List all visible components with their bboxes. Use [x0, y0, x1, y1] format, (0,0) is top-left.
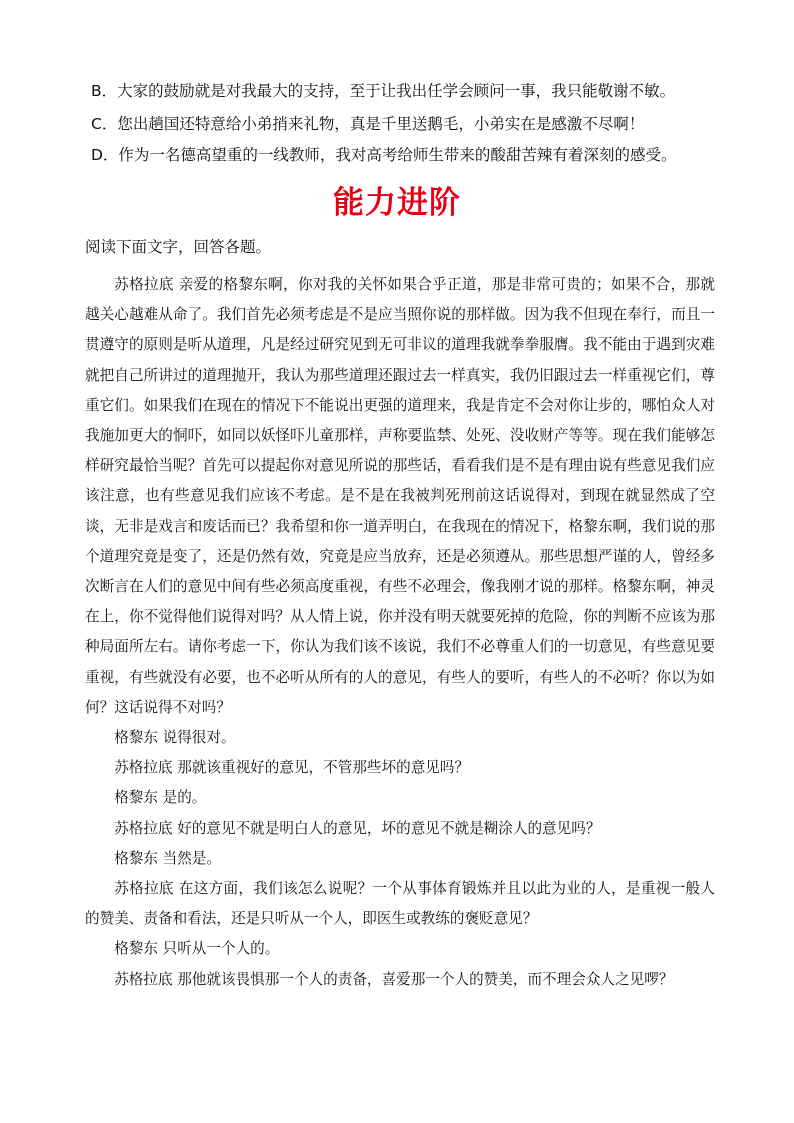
passage-paragraph: 格黎东 是的。	[114, 789, 207, 807]
passage-paragraph: 格黎东 只听从一个人的。	[114, 940, 280, 958]
passage-paragraph: 苏格拉底 那他就该畏惧那一个人的责备，喜爱那一个人的赞美，而不理会众人之见啰？	[114, 970, 674, 988]
option-d: D．作为一名德高望重的一线教师，我对高考给师生带来的酸甜苦辣有着深刻的感受。	[91, 146, 677, 164]
passage-paragraph: 格黎东 说得很对。	[114, 729, 236, 747]
reading-instruction: 阅读下面文字，回答各题。	[85, 238, 272, 256]
option-c: C．您出趟国还特意给小弟捎来礼物，真是千里送鹅毛，小弟实在是感激不尽啊！	[91, 115, 645, 133]
passage-paragraph: 苏格拉底 在这方面，我们该怎么说呢？一个从事体育锻炼并且以此为业的人，是重视一般人的赞美、责备和看法，还是只听从一个人，即医生或教练的褒贬意见？	[85, 880, 715, 928]
reading-passage	[85, 270, 715, 995]
passage-paragraph: 苏格拉底 亲爱的格黎东啊，你对我的关怀如果合乎正道，那是非常可贵的；如果不合，那就越关心越难从命了。我们首先必须考虑是不是应当照你说的那样做。因为我不但现在奉行，而且一贯遵守的原则是听从道理，凡是经过研究见到无可非议的道理我就拳拳服膺。我不能由于遇到灾难就把自己所讲过的道理抛开，我认为那些道理还跟过去一样真实，我仍旧跟过去一样重视它们，尊重它们。如果我们在现在的情况下不能说出更强的道理来，我是肯定不会对你让步的，哪怕众人对我施加更大的恫吓，如同以妖怪吓儿童那样，声称要监禁、处死、没收财产等等。现在我们能够怎样研究最恰当呢？首先可以提起你对意见所说的那些话，看看我们是不是有理由说有些意见我们应该注意，也有些意见我们应该不考虑。是不是在我被判死刑前这话说得对，到现在就显然成了空谈，无非是戏言和废话而已？我希望和你一道弄明白，在我现在的情况下，格黎东啊，我们说的那个道理究竟是变了，还是仍然有效，究竟是应当放弃，还是必须遵从。那些思想严谨的人，曾经多次断言在人们的意见中间有些必须高度重视，有些不必理会，像我刚才说的那样。格黎东啊，神灵在上，你不觉得他们说得对吗？从人情上说，你并没有明天就要死掉的危险，你的判断不应该为那种局面所左右。请你考虑一下，你认为我们该不该说，我们不必尊重人们的一切意见，有些意见要重视，有些就没有必要，也不必听从所有的人的意见，有些人的要听，有些人的不必听？你以为如何？这话说得不对吗？	[85, 276, 715, 716]
passage-paragraph: 格黎东 当然是。	[114, 849, 221, 867]
option-b: B．大家的鼓励就是对我最大的支持，至于让我出任学会顾问一事，我只能敬谢不敏。	[91, 82, 676, 100]
passage-paragraph: 苏格拉底 那就该重视好的意见，不管那些坏的意见吗？	[114, 759, 470, 777]
passage-paragraph: 苏格拉底 好的意见不就是明白人的意见，坏的意见不就是糊涂人的意见吗？	[114, 819, 601, 837]
section-title: 能力进阶	[333, 185, 461, 221]
